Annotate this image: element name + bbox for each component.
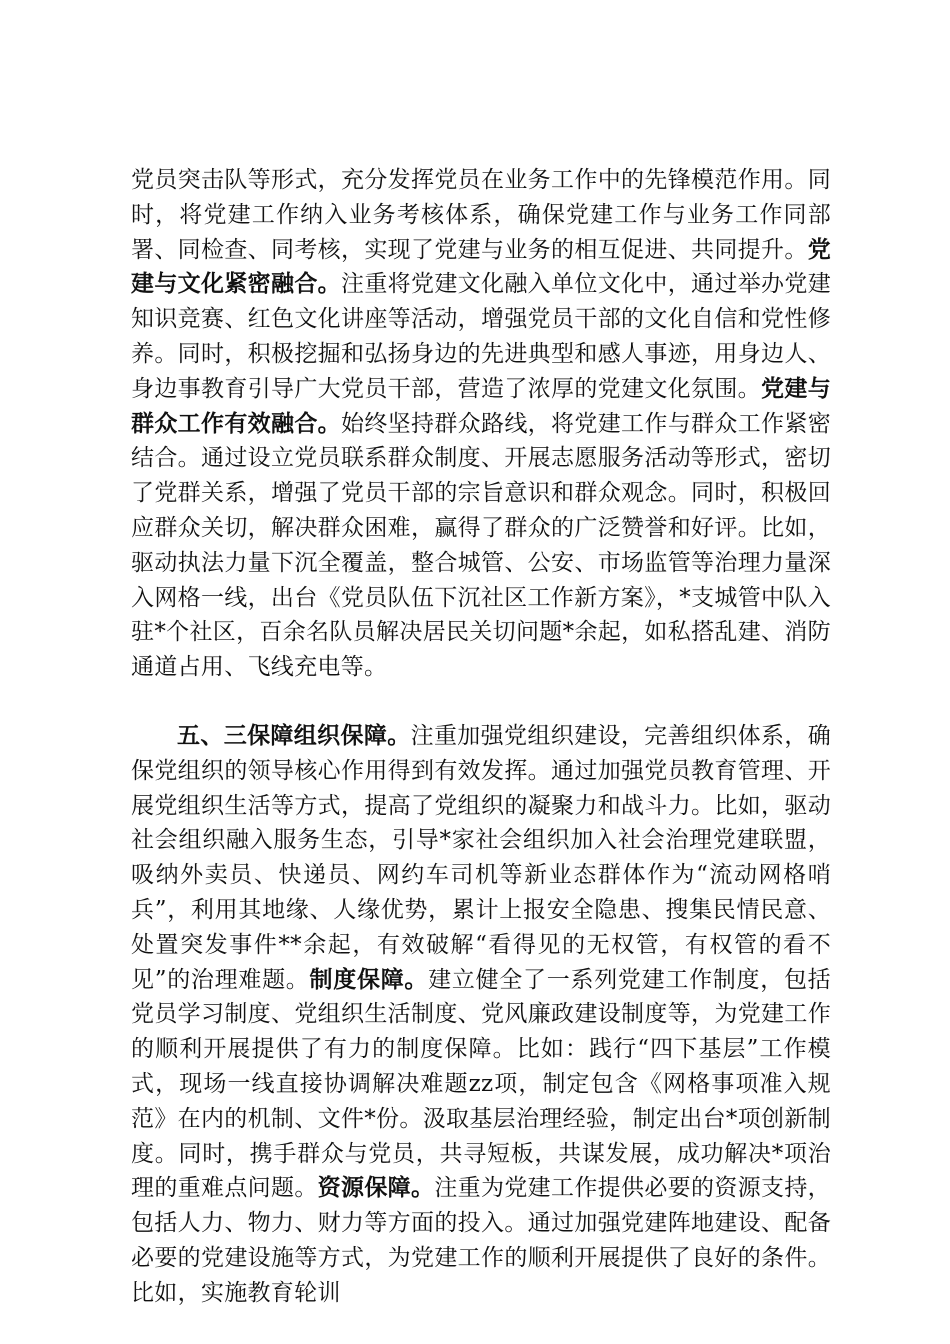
section-heading-organization: 五、三保障组织保障。	[177, 721, 411, 749]
body-text: 党员突击队等形式，充分发挥党员在业务工作中的先锋模范作用。同时，将党建工作纳入业务考核体系，确保党建工作与业务工作同部署、同检查、同考核，实现了党建与业务的相互促进、共同提升。	[131, 167, 831, 263]
body-text: 注重加强党组织建设，完善组织体系，确保党组织的领导核心作用得到有效发挥。通过加强党员教育管理、开展党组织生活等方式，提高了党组织的凝聚力和战斗力。比如，驱动社会组织融入服务生态，引导*家社会组织加入社会治理党建联盟，吸纳外卖员、快递员、网约车司机等新业态群体作为“流动网格哨兵”，利用其地缘、人缘优势，累计上报安全隐患、搜集民情民意、处置突发事件**余起，有效破解“看得见的无权管，有权管的看不见”的治理难题。	[131, 722, 831, 993]
body-text: 始终坚持群众路线，将党建工作与群众工作紧密结合。通过设立党员联系群众制度、开展志愿服务活动等形式，密切了党群关系，增强了党员干部的宗旨意识和群众观念。同时，积极回应群众关切，解决群众困难，赢得了群众的广泛赞誉和好评。比如，驱动执法力量下沉全覆盖，整合城管、公安、市场监管等治理力量深入网格一线，出台《党员队伍下沉社区工作新方案》，*支城管中队入驻*个社区，百余名队员解决居民关切问题*余起，如私搭乱建、消防通道占用、飞线充电等。	[131, 410, 831, 681]
body-text: 建立健全了一系列党建工作制度，包括党员学习制度、党组织生活制度、党风廉政建设制度等，为党建工作的顺利开展提供了有力的制度保障。比如：践行“四下基层”工作模式，现场一线直接协调解决难题zz项，制定包含《网格事项准入规范》在内的机制、文件*份。汲取基层治理经验，制定出台*项创新制度。同时，携手群众与党员，共寻短板，共谋发展，成功解决*项治理的重难点问题。	[131, 966, 831, 1202]
section-heading-resources: 资源保障。	[317, 1174, 435, 1202]
document-page	[131, 163, 831, 1311]
section-heading-culture: 党建与文化紧密融合。	[131, 235, 831, 298]
paragraph-three-guarantees	[131, 719, 831, 1311]
section-heading-masses: 党建与群众工作有效融合。	[131, 374, 831, 437]
paragraph-party-building-integration	[131, 163, 831, 685]
body-text: 注重为党建工作提供必要的资源支持，包括人力、物力、财力等方面的投入。通过加强党建阵地建设、配备必要的党建设施等方式，为党建工作的顺利开展提供了良好的条件。比如，实施教育轮训	[131, 1175, 831, 1306]
section-heading-system: 制度保障。	[309, 965, 429, 993]
body-text: 注重将党建文化融入单位文化中，通过举办党建知识竞赛、红色文化讲座等活动，增强党员干部的文化自信和党性修养。同时，积极挖掘和弘扬身边的先进典型和感人事迹，用身边人、身边事教育引导广大党员干部，营造了浓厚的党建文化氛围。	[131, 271, 831, 402]
